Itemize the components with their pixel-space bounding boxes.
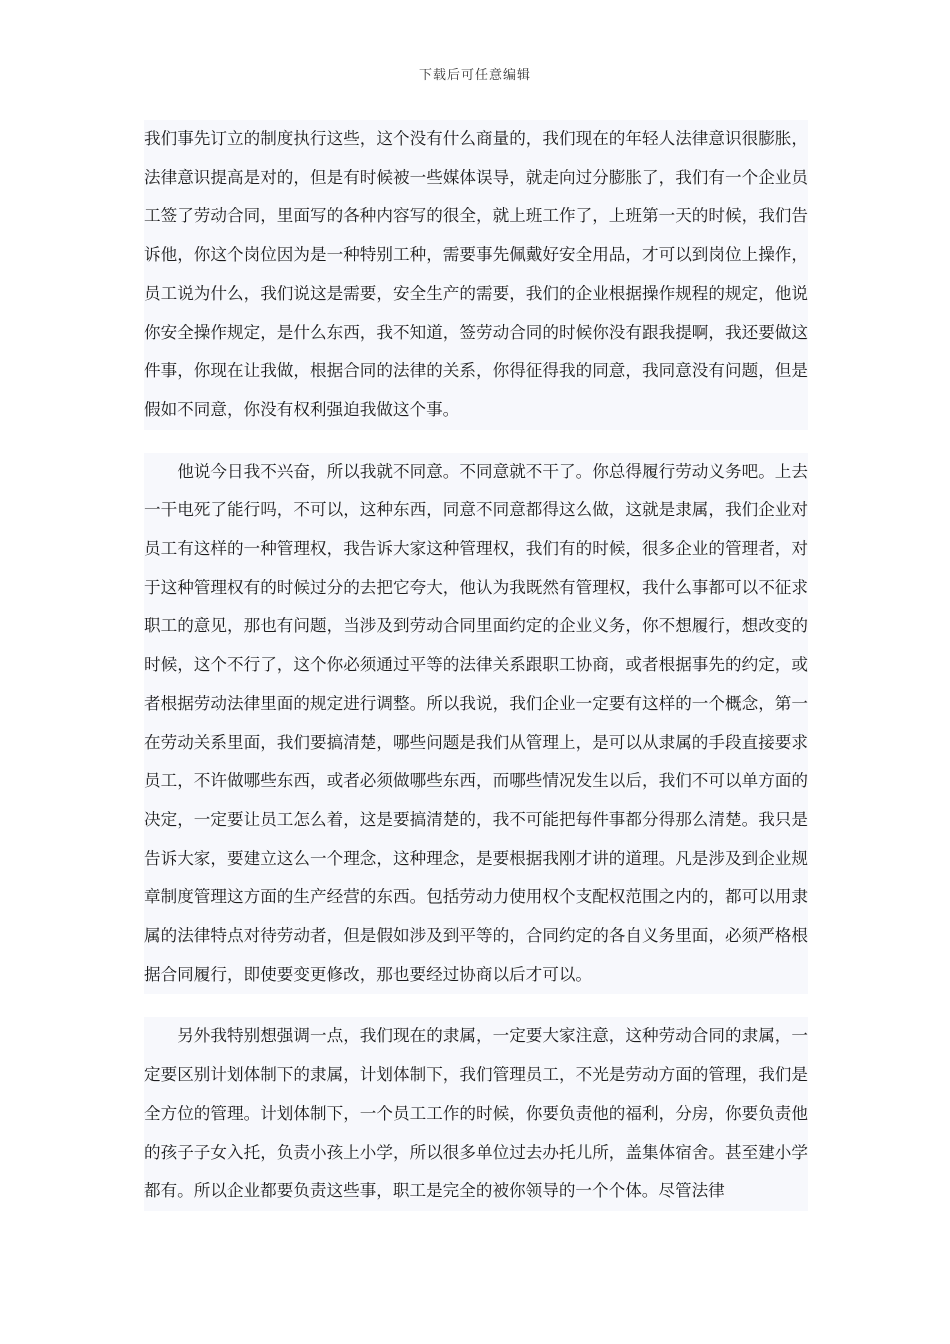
paragraph-2: 他说今日我不兴奋，所以我就不同意。不同意就不干了。你总得履行劳动义务吧。上去一干电死了能行吗，不可以，这种东西，同意不同意都得这么做，这就是隶属，我们企业对员工有这样的一种管理权，我告诉大家这种管理权，我们有的时候，很多企业的管理者，对于这种管理权有的时候过分的去把它夸大，他认为我既然有管理权，我什么事都可以不征求职工的意见，那也有问题，当涉及到劳动合同里面约定的企业义务，你不想履行，想改变的时候，这个不行了，这个你必须通过平等的法律关系跟职工协商，或者根据事先的约定，或者根据劳动法律里面的规定进行调整。所以我说，我们企业一定要有这样的一个概念，第一在劳动关系里面，我们要搞清楚，哪些问题是我们从管理上，是可以从隶属的手段直接要求员工，不许做哪些东西，或者必须做哪些东西，而哪些情况发生以后，我们不可以单方面的决定，一定要让员工怎么着，这是要搞清楚的，我不可能把每件事都分得那么清楚。我只是告诉大家，要建立这么一个理念，这种理念，是要根据我刚才讲的道理。凡是涉及到企业规章制度管理这方面的生产经营的东西。包括劳动力使用权个支配权范围之内的，都可以用隶属的法律特点对待劳动者，但是假如涉及到平等的，合同约定的各自义务里面，必须严格根据合同履行，即使要变更修改，那也要经过协商以后才可以。 [144, 461, 808, 984]
paragraph-3: 另外我特别想强调一点，我们现在的隶属，一定要大家注意，这种劳动合同的隶属，一定要区别计划体制下的隶属，计划体制下，我们管理员工，不光是劳动方面的管理，我们是全方位的管理。计划体制下，一个员工工作的时候，你要负责他的福利，分房，你要负责他的孩子子女入托，负责小孩上小学，所以很多单位过去办托儿所，盖集体宿舍。甚至建小学都有。所以企业都要负责这些事，职工是完全的被你领导的一个个体。尽管法律 [144, 1026, 808, 1201]
paragraph-gap [0, 994, 950, 1017]
document-body [144, 120, 808, 1211]
page-header: 下载后可任意编辑 [418, 68, 531, 83]
paragraph-1: 我们事先订立的制度执行这些，这个没有什么商量的，我们现在的年轻人法律意识很膨胀，法律意识提高是对的，但是有时候被一些媒体误导，就走向过分膨胀了，我们有一个企业员工签了劳动合同，里面写的各种内容写的很全，就上班工作了，上班第一天的时候，我们告诉他，你这个岗位因为是一种特别工种，需要事先佩戴好安全用品，才可以到岗位上操作，员工说为什么，我们说这是需要，安全生产的需要，我们的企业根据操作规程的规定，他说你安全操作规定，是什么东西，我不知道，签劳动合同的时候你没有跟我提啊，我还要做这件事，你现在让我做，根据合同的法律的关系，你得征得我的同意，我同意没有问题，但是假如不同意，你没有权利强迫我做这个事。 [144, 129, 808, 419]
paragraph-gap [0, 430, 950, 453]
